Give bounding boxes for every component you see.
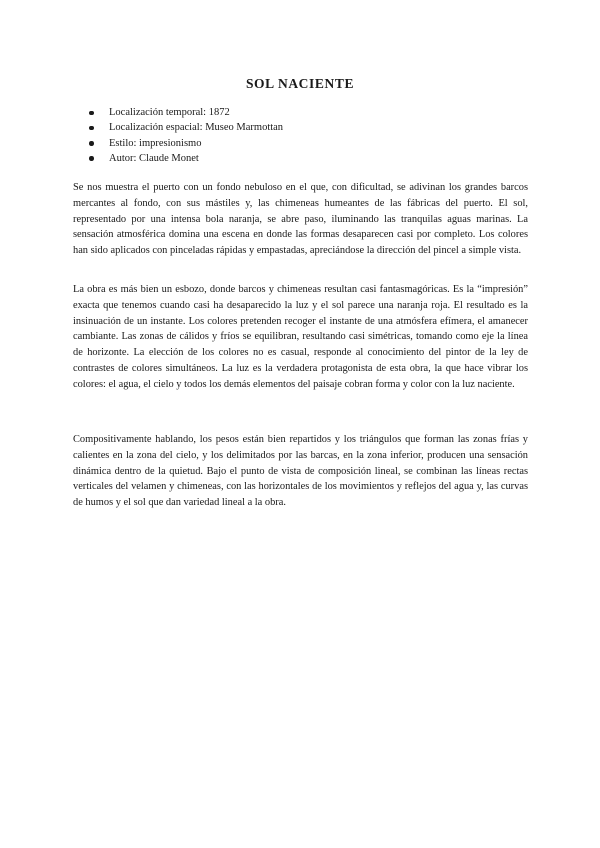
bullet-text-place: Localización espacial: Museo Marmottan (109, 122, 284, 134)
bullet-item-place (88, 120, 283, 135)
bullet-text-style: Estilo: impresionismo (109, 137, 202, 149)
bullet-dot-icon (89, 141, 94, 146)
paragraph-analysis: La obra es más bien un esbozo, donde barcos y chimeneas resultan casi fantasmagóricas. Es la “impresión” exacta que tenemos cuando casi ha desaparecido la luz y el sol parece una naranja roja. El resultado es la insinuación de un instante. Los colores pretenden recoger el instante de una atmósfera efímera, el amanecer cambiante. Las zonas de cálidos y fríos se equilibran, resultando casi simétricas, tomando como eje la línea de horizonte. La elección de los colores no es casual, responde al conocimiento del pintor de la ley de contrastes de colores simultáneos. La luz es la verdadera protagonista de esta obra, la que hace vibrar los colores: el agua, el cielo y todos los demás elementos del paisaje cobran forma y color con la luz naciente. (73, 284, 528, 390)
bullet-item-time (88, 105, 283, 120)
bullet-item-style (88, 136, 283, 151)
bullet-dot-icon (89, 126, 94, 131)
paragraph-description: Se nos muestra el puerto con un fondo nebuloso en el que, con dificultad, se adivinan los grandes barcos mercantes al fondo, con sus mástiles y, las chimeneas humeantes de las fábricas del puerto. El sol, representado por una intensa bola naranja, se abre paso, iluminando las tranquilas aguas marinas. La sensación atmosférica domina una escena en donde las formas desaparecen casi por completo. Los colores han sido aplicados con pinceladas rápidas y empastadas, apreciándose la dirección del pincel a simple vista. (73, 182, 528, 257)
bullet-text-time: Localización temporal: 1872 (109, 107, 230, 118)
bullet-dot-icon (89, 111, 94, 116)
paragraph-composition: Compositivamente hablando, los pesos están bien repartidos y los triángulos que forman las zonas frías y calientes en la zona del cielo, y los delimitados por las barcas, en la zona inferior, producen una sensación dinámica dentro de la quietud. Bajo el punto de vista de composición lineal, se combinan las líneas rectas verticales del velamen y chimeneas, con las horizontales de los movimientos y reflejos del agua y, las curvas de humos y el sol que dan variedad lineal a la obra. (73, 434, 528, 509)
info-bullet-list (88, 105, 283, 166)
page-title: SOL NACIENTE (245, 76, 355, 91)
bullet-item-author (88, 151, 283, 166)
bullet-text-author: Autor: Claude Monet (109, 152, 199, 164)
bullet-dot-icon (89, 156, 94, 161)
